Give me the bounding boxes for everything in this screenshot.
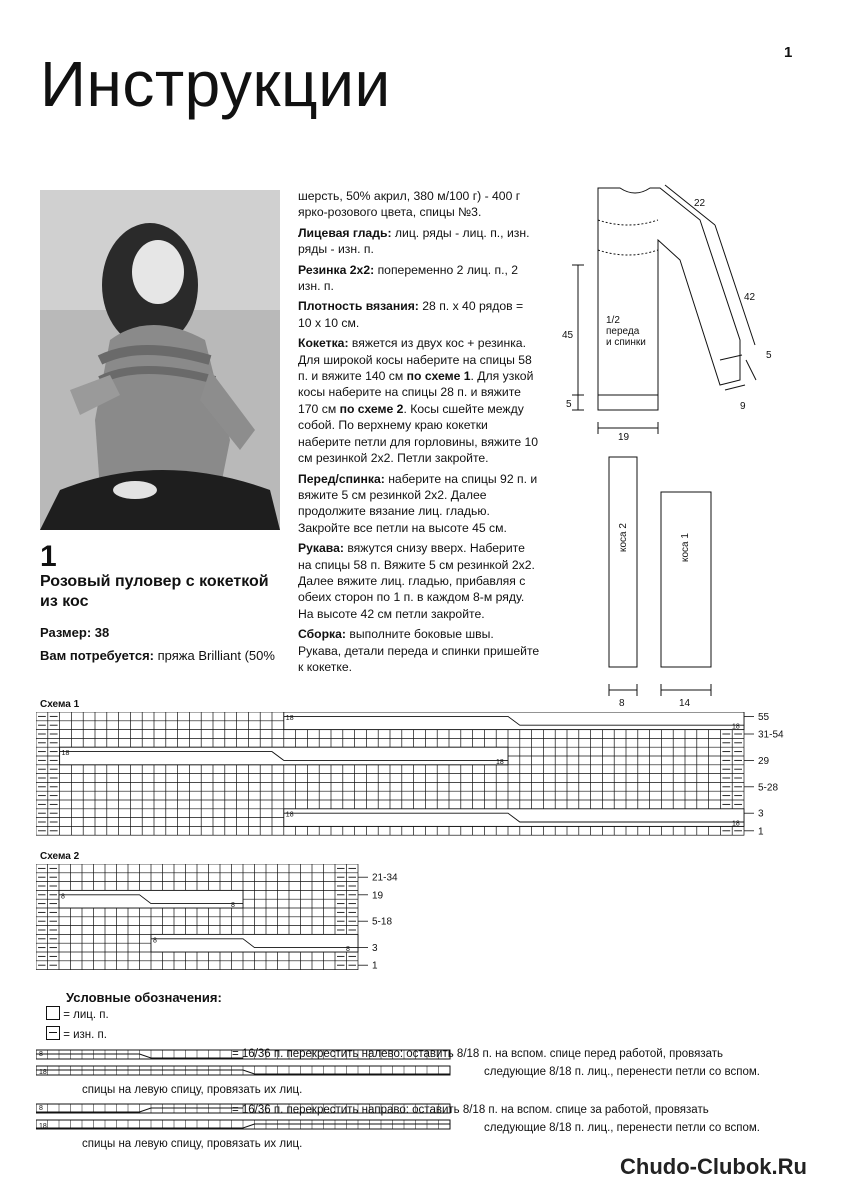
rib-paragraph <box>298 262 540 295</box>
stockinette-paragraph <box>298 225 540 258</box>
row-label: 29 <box>758 755 770 767</box>
sleeves-paragraph <box>298 540 540 622</box>
page-title: Инструкции <box>40 48 391 120</box>
row-label: 3 <box>372 943 378 955</box>
cable-count: 8 <box>153 937 157 945</box>
dim-22: 22 <box>694 198 706 209</box>
cable-count: 18 <box>61 750 70 758</box>
front-paragraph <box>298 471 540 537</box>
legend-cross-right-2: следующие 8/18 п. лиц., перенести петли со вспом. <box>484 1122 760 1134</box>
dim-8: 8 <box>619 698 625 709</box>
cable-count: 18 <box>732 820 740 828</box>
row-label: 31-54 <box>758 729 784 741</box>
gauge-paragraph <box>298 298 540 331</box>
legend-cross-left-1: = 16/36 п. перекрестить налево: оставить 8/18 п. на вспом. спице перед работой, провязать <box>232 1048 723 1060</box>
braid-1-label: коса 1 <box>680 533 691 562</box>
materials-continued: шерсть, 50% акрил, 380 м/100 г) - 400 г ярко-розового цвета, спицы №3. <box>298 189 521 220</box>
row-label: 1 <box>372 960 378 972</box>
instructions-column <box>298 188 540 679</box>
materials-label: Вам потребуется: <box>40 648 154 663</box>
yoke-paragraph <box>298 335 540 466</box>
braid-2-label: коса 2 <box>618 523 629 552</box>
yoke-text-2: . Для узкой косы наберите на спицы 28 п. и вяжите 170 см <box>298 369 534 416</box>
schema-1-label: Схема 1 <box>40 699 80 710</box>
stockinette-label: Лицевая гладь: <box>298 225 392 240</box>
purl-symbol-icon <box>46 1026 60 1040</box>
garment-schematic <box>560 180 790 440</box>
assembly-label: Сборка: <box>298 627 346 642</box>
legend-cross-left-3: спицы на левую спицу, провязать их лиц. <box>82 1084 303 1096</box>
row-label: 55 <box>758 712 770 723</box>
cable-count: 18 <box>285 811 294 819</box>
assembly-text: выполните боковые швы. Рукава, детали переда и спинки пришейте к кокетке. <box>298 627 540 674</box>
yoke-label: Кокетка: <box>298 336 349 351</box>
braid-strips <box>595 452 725 710</box>
dim-45: 45 <box>562 330 574 341</box>
size-value: 38 <box>94 625 110 640</box>
knit-symbol-icon <box>46 1006 60 1020</box>
assembly-paragraph <box>298 626 540 675</box>
legend-title: Условные обозначения: <box>66 990 222 1005</box>
schema-1-grid <box>36 712 816 842</box>
cable-count: 18 <box>285 714 294 722</box>
legend-purl-text: = изн. п. <box>63 1029 107 1041</box>
legend-cross-right-1: = 16/36 п. перекрестить направо: оставить 8/18 п. на вспом. спице за работой, провязать <box>232 1104 709 1116</box>
row-label: 19 <box>372 890 384 902</box>
row-label: 5-18 <box>372 916 393 928</box>
pattern-title: Розовый пуловер с кокеткой из кос <box>40 573 269 610</box>
yoke-text-1: вяжется из двух кос + резинка. Для широкой косы наберите на спицы 58 п. и вяжите 140 см <box>298 336 532 384</box>
gauge-text: 28 п. х 40 рядов = 10 х 10 см. <box>298 299 524 330</box>
sleeves-text: вяжутся снизу вверх. Наберите на спицы 58 п. Вяжите 5 см резинкой 2х2. Далее вяжите лиц. гладью, прибавляя с обеих сторон по 1 п. в каждом 8-м ряду. На высоте 42 см петли закройте. <box>298 541 535 621</box>
pattern-number: 1 <box>40 540 57 573</box>
legend-cross-left-2: следующие 8/18 п. лиц., перенести петли со вспом. <box>484 1066 760 1078</box>
cross-left-num-18: 18 <box>39 1069 47 1076</box>
site-watermark: Chudo-Clubok.Ru <box>620 1154 807 1179</box>
row-label: 1 <box>758 826 764 838</box>
yoke-text-3: . Косы сшейте между собой. По верхнему краю кокетки наберите петли для горловины, вяжите 10 см резинкой 2х2. Петли закройте. <box>298 401 539 466</box>
size-label: Размер: <box>40 625 92 640</box>
dim-19: 19 <box>618 432 630 440</box>
legend-cross-right-3: спицы на левую спицу, провязать их лиц. <box>82 1138 303 1150</box>
model-photo <box>40 190 280 530</box>
rib-text: попеременно 2 лиц. п., 2 изн. п. <box>298 262 519 294</box>
dim-5-left: 5 <box>566 399 572 410</box>
front-text: наберите на спицы 92 п. и вяжите 5 см резинкой 2х2. Далее продолжите вязание лиц. гладью. Закройте все петли на высоте 45 см. <box>298 471 538 535</box>
page-number: 1 <box>784 44 793 61</box>
cable-count: 8 <box>346 946 350 954</box>
row-label: 5-28 <box>758 782 779 794</box>
schema-2-label: Схема 2 <box>40 851 80 862</box>
rib-label: Резинка 2х2: <box>298 262 375 277</box>
materials-line <box>40 647 290 665</box>
cable-count: 18 <box>496 758 504 766</box>
legend-knit-text: = лиц. п. <box>63 1009 109 1021</box>
cross-right-num-8: 8 <box>39 1105 43 1112</box>
materials-start: пряжа Brilliant (50% <box>157 648 275 663</box>
dim-9: 9 <box>740 401 746 412</box>
cable-count: 8 <box>231 902 235 910</box>
cross-right-num-18: 18 <box>39 1123 47 1130</box>
size-line <box>40 625 109 640</box>
schematic-piece-label: 1/2 переда и спинки <box>606 315 646 348</box>
dim-42: 42 <box>744 292 756 303</box>
schema-2-grid <box>36 864 436 976</box>
legend-purl <box>46 1026 107 1041</box>
dim-14: 14 <box>679 698 691 709</box>
legend-knit <box>46 1006 109 1021</box>
cable-count: 8 <box>61 893 65 901</box>
sleeves-label: Рукава: <box>298 541 344 556</box>
dim-5-right: 5 <box>766 350 772 361</box>
stockinette-text: лиц. ряды - лиц. п., изн. ряды - изн. п. <box>298 225 530 257</box>
row-label: 21-34 <box>372 872 398 884</box>
front-label: Перед/спинка: <box>298 471 385 486</box>
cable-count: 18 <box>732 723 740 731</box>
cross-left-num-8: 8 <box>39 1051 43 1058</box>
yoke-schema-1: по схеме 1 <box>406 369 471 384</box>
row-label: 3 <box>758 808 764 820</box>
gauge-label: Плотность вязания: <box>298 299 419 314</box>
yoke-schema-2: по схеме 2 <box>339 401 404 416</box>
